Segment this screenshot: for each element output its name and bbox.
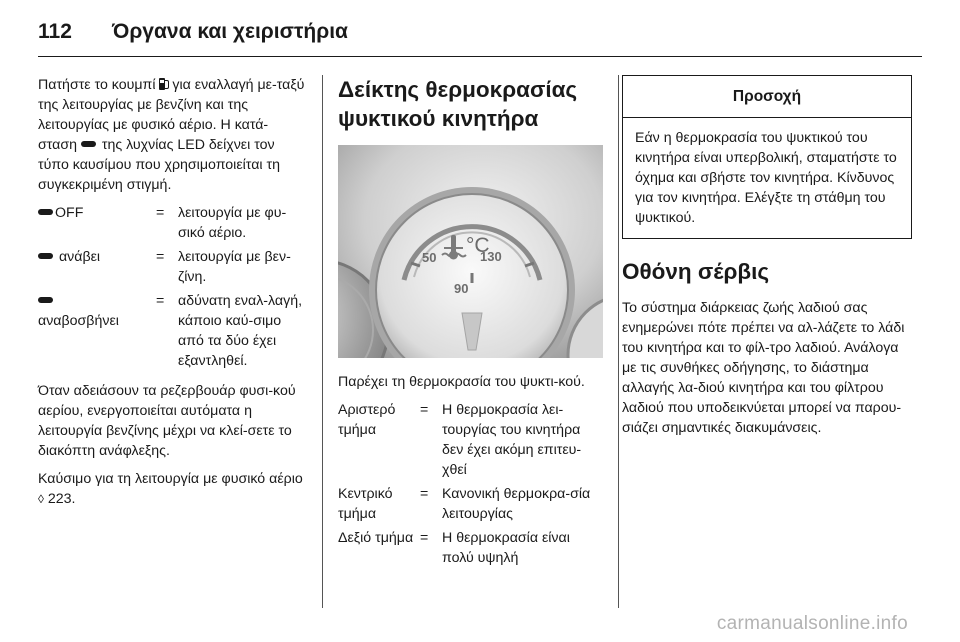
- coolant-gauge-figure: [338, 145, 603, 358]
- page-title: Όργανα και χειριστήρια: [112, 20, 348, 43]
- gauge-scale-high: 130: [480, 249, 502, 264]
- header-divider: [38, 56, 922, 57]
- coolant-description: Παρέχει τη θερμοκρασία του ψυκτι-κού.: [338, 374, 585, 390]
- caution-title: Προσοχή: [623, 76, 911, 118]
- column-coolant-gauge: [338, 75, 603, 578]
- led-state-row: OFF = λειτουργία με φυ-σικό αέριο.: [38, 203, 306, 243]
- led-state-table: [38, 203, 306, 371]
- column-service: [622, 75, 912, 446]
- coolant-gauge-illustration: [338, 145, 603, 358]
- page-number: 112: [38, 20, 72, 43]
- led-lamp-icon: [38, 209, 53, 215]
- section-heading-coolant: Δείκτης θερμοκρασίας ψυκτικού κινητήρα: [338, 77, 578, 131]
- caution-box: [622, 75, 912, 239]
- page-header: [38, 18, 922, 58]
- fuel-pump-icon: [159, 77, 168, 90]
- gauge-zone-table: [338, 400, 603, 568]
- gauge-scale-low: 50: [422, 250, 437, 265]
- gauge-zone-row: Κεντρικό τμήμα = Κανονική θερμοκρα-σία λειτουργίας: [338, 486, 591, 522]
- gauge-unit-label: °C: [466, 234, 490, 257]
- gauge-scale-mid: 90: [454, 281, 469, 296]
- column-divider: [618, 75, 619, 608]
- caution-text: Εάν η θερμοκρασία του ψυκτικού του κινητήρα είναι υπερβολική, σταματήστε το όχημα και σβήστε τον κινητήρα. Κίνδυνος για τον κινητήρα. Ελέγξτε τη στάθμη του ψυκτικού.: [635, 130, 897, 226]
- auto-petrol-paragraph: Όταν αδειάσουν τα ρεζερβουάρ φυσι-κού αερίου, ενεργοποιείται αυτόματα η λειτουργία βενζίνης μέχρι να κλεί-σετε το διακόπτη ανάφλεξης.: [38, 383, 296, 459]
- watermark: carmanualsonline.info: [716, 613, 908, 634]
- service-description: Το σύστημα διάρκειας ζωής λαδιού σας ενημερώνει πότε πρέπει να αλ-λάζετε το λάδι του κινητήρα και το φίλ-τρο λαδιού. Ανάλογα με τις συνθήκες οδήγησης, το διάστημα αλλαγής λα-διού κινητήρα και του φίλτρου λαδιού που υποδεικνύεται μπορεί να παρου-σιάζει σημαντικές διακυμάνσεις.: [622, 300, 905, 436]
- led-state-row: ανάβει = λειτουργία με βεν-ζίνη.: [38, 247, 306, 287]
- page-reference-icon: ◊: [38, 492, 44, 506]
- section-heading-service: Οθόνη σέρβις: [622, 259, 770, 284]
- column-fuel-mode: [38, 75, 306, 517]
- gauge-zone-row: Αριστερό τμήμα = Η θερμοκρασία λει-τουργίας του κινητήρα δεν έχει ακόμη επιτευ-χθεί: [338, 402, 582, 478]
- column-divider: [322, 75, 323, 608]
- cng-fuel-reference: Καύσιμο για τη λειτουργία με φυσικό αέριο ◊ 223.: [38, 471, 303, 507]
- led-lamp-icon: [38, 253, 53, 259]
- led-lamp-icon: [81, 141, 96, 147]
- led-state-row: αναβοσβήνει = αδύνατη εναλ-λαγή, κάποιο καύ-σιμο από τα δύο έχει εξαντληθεί.: [38, 293, 303, 369]
- fuel-mode-intro: Πατήστε το κουμπί για εναλλαγή με-ταξύ της λειτουργίας με βενζίνη και της λειτουργίας με φυσικό αέριο. Η κατά-σταση της λυχνίας LED δείχνει τον τύπο καυσίμου που χρησιμοποιείται τη συγκεκριμένη στιγμή.: [38, 77, 305, 193]
- gauge-zone-row: Δεξιό τμήμα = Η θερμοκρασία είναι πολύ υψηλή: [338, 530, 570, 566]
- led-lamp-icon: [38, 297, 53, 303]
